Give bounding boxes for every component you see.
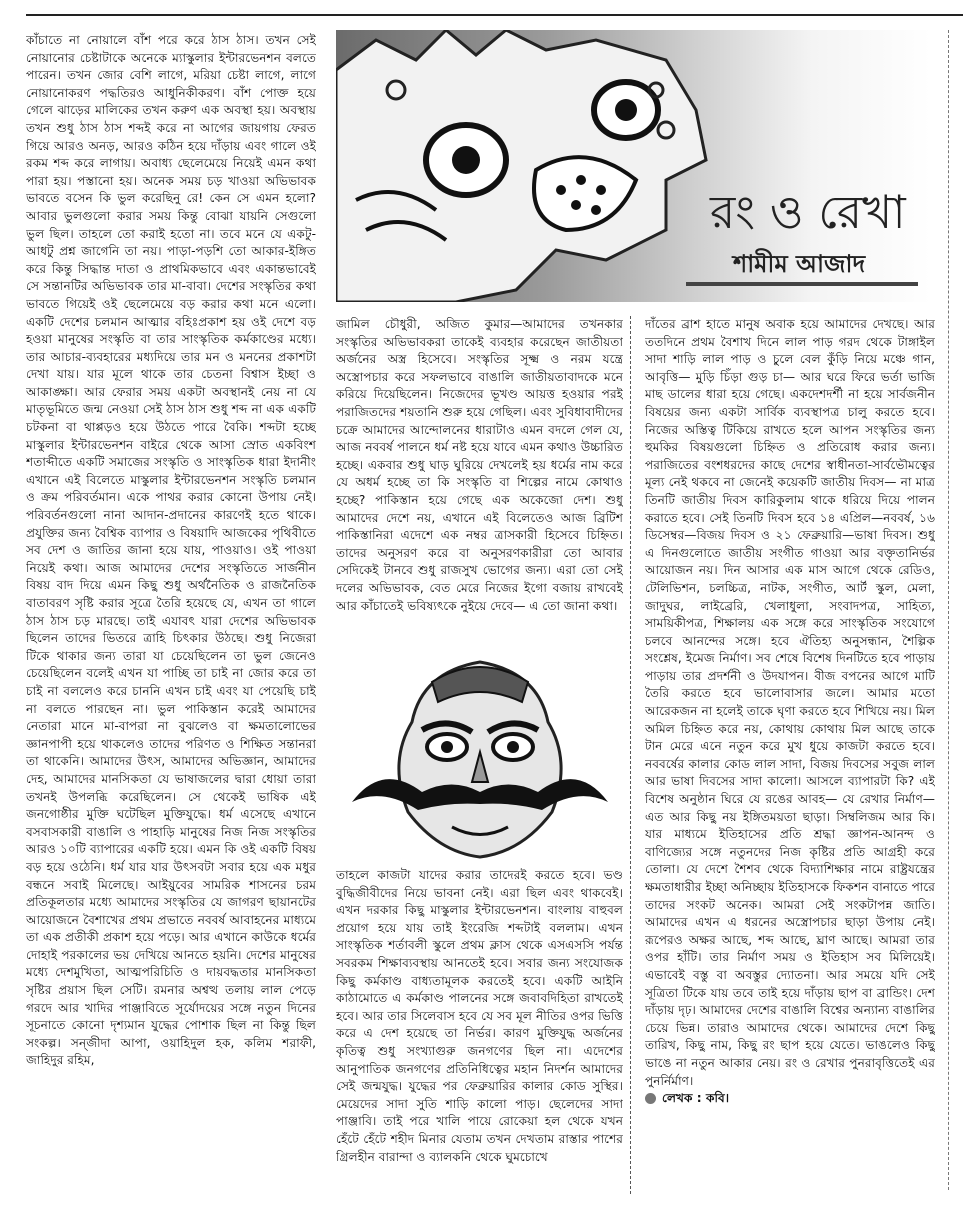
- article-column-2: [336, 316, 623, 647]
- article-column-3: [645, 316, 935, 1194]
- bullet-icon: [645, 1093, 656, 1104]
- column-1-text: কাঁচাতে না নোয়ালে বাঁশ পরে করে ঠাস ঠাস। তখন সেই নোয়ানোর চেষ্টাটাকে অনেকে ম্যাস্কুলার ইন্টারভেনশন বলতে পারেন। তখন জোর বেশি লাগে, মরিয়া চেষ্টা লাগে, লাগে নোয়ানোকরণ পদ্ধতিরও আধুনিকীকরণ। বাঁশ পোক্ত হয়ে গেলে ঝাড়ের মালিকের তখন করুণ এক অবস্থা হয়। অবস্থায় তখন শুধু ঠাস ঠাস শব্দই করে না আগের জায়গায় ফেরত গিয়ে আরও অনড়, আরও কঠিন হয়ে দাঁড়ায় এবং গালে ওই রকম শব্দ করে লাগায়। অবাধ্য ছেলেমেয়ে নিয়েই এমন কথা পারা হয়। পস্তানো হয়। অনেক সময় চড় খাওয়া অভিভাবক ভাবতে বসেন কি ভুল করেছিনু রে! কেন সে এমন হলো? আবার ভুলগুলো করার সময় কিন্তু বোঝা যায়নি সেগুলো ভুল ছিল। তাহলে তো করাই হতো না। তবে মনে যে একটু-আধটু প্রশ্ন জাগেনি তা নয়। পাড়া-পড়শি তো আকার-ইঙ্গিত করে কিন্তু সিদ্ধান্ত দাতা ও প্রাথমিকভাবে এবং একান্তভাবেই সে সন্তানটির অভিভাবক তার মা-বাবা। দেশের সংস্কৃতির কথা ভাবতে গিয়েই ওই ছেলেমেয়ে বড় করার কথা মনে এলো। একটি দেশের চলমান আত্মার বহিঃপ্রকাশ হয় ওই দেশে বড় হওয়া মানুষের সংস্কৃতি বা তার সাংস্কৃতিক কর্মকাণ্ডের মধ্যে। তার আচার-ব্যবহারের মধ্যদিয়ে তার মন ও মননের প্রকাশটা দেখা যায়। যার মূলে থাকে তার চেতনা বিশ্বাস ইচ্ছা ও আকাঙ্ক্ষা। আর ফেরার সময় একটা অবস্থানই নেয় না যে মাতৃভূমিতে জন্ম নেওয়া সেই ঠাস ঠাস শুধু শব্দ না এক একটি চটকনা বা থাপ্পড়ও হয়ে উঠতে পারে বৈকি। শব্দটা হচ্ছে মাস্কুলার ইন্টারভেনশন বাইরে থেকে আসা স্রোত একবিংশ শতাব্দীতে একটি সমাজের সংস্কৃতি ও সাংস্কৃতিক ধারা ইদানীং এখানে এই বিলেতে মাস্কুলার ইন্টারভেনশন সংস্কৃতি চলমান ও ক্রম পরিবর্তমান। একে পাথর করার কোনো উপায় নেই। পরিবর্তনগুলো নানা আদান-প্রদানের কারণেই হতে থাকে। প্রযুক্তির জন্য বৈশ্বিক ব্যাপার ও বিষয়াদি আজকের পৃথিবীতে সব দেশ ও জাতির জানা হয়ে যায়, পাওয়াও। ওই পাওয়া নিয়েই কথা। আজ আমাদের দেশের সংস্কৃতিতে সার্জনীন বিষয় বাদ দিয়ে এমন কিছু শুধু অর্থনৈতিক ও রাজনৈতিক বাতাবরণ সৃষ্টি করার সূত্রে তৈরি হয়েছে যে, এখন তা গালে ঠাস ঠাস চড় মারছে। তাই এযাবৎ যারা দেশের অভিভাবক ছিলেন তাদের ভিতরে ত্রাহি চিৎকার উঠছে। শুধু নিজেরা টিকে থাকার জন্য তারা যা চেয়েছিলেন তা ভুল জেনেও চেয়েছিলেন বলেই এখন যা পাচ্ছি তা চাই না জোর করে তা চাই না বললেও করে চাননি এখন চাই এবং যা পেয়েছি চাই না বলতে পারছেন না। ভুল পাকিস্তান করেই আমাদের নেতারা মানে মা-বাপরা না বুঝলেও বা ক্ষমতালোভের জ্ঞানপাপী হয়ে থাকলেও তাদের পরিণত ও শিক্ষিত সন্তানরা তা থাকেনি। আমাদের উৎস, আমাদের অভিজ্ঞান, আমাদের দেহ, আমাদের মানসিকতা যে ভাষাজলের দ্বারা ধোয়া তারা তখনই উপলব্ধি করেছিলেন। সে থেকেই ভাষিক এই জনগোষ্ঠীর মুক্তি ঘটেছিল মুক্তিযুদ্ধে। ধর্ম এসেছে এখানে বসবাসকারী বাঙালি ও পাহাড়ি মানুষের নিজ নিজ সংস্কৃতির আরও ১০টি ব্যাপারের একটি হয়ে। এমন কি ওই একটি বিষয় বড় হয়ে ওঠেনি। ধর্ম যার যার উৎসবটা সবার হয়ে এক মধুর বন্ধনে সবাই মিলেছে। আইয়ুবের সামরিক শাসনের চরম প্রতিকূলতার মধ্যে আমাদের সংস্কৃতির যে জাগরণ ছায়ানটের আয়োজনে বৈশাখের প্রথম প্রভাতে নববর্ষ আবাহনের মাধ্যমে তা এক প্রতীকী প্রকাশ হয়ে পড়ে। আর এখানে কাউকে ধর্মের দোহাই পরকালের ভয় দেখিয়ে আনতে হয়নি। দেশের মানুষের মধ্যে দেশমুখিতা, আত্মপরিচিতি ও দায়বদ্ধতার মানসিকতা সৃষ্টির প্রয়াস ছিল সেটি। রমনার অশ্বত্থ তলায় লাল পেড়ে গরদে আর খাদির পাঞ্জাবিতে সূর্যোদয়ের সঙ্গে নতুন দিনের সূচনাতে কোনো দৃশ্যমান যুদ্ধের পোশাক ছিল না কিন্তু ছিল সংকল্প। সন্‌জীদা আপা, ওয়াহিদুল হক, কলিম শরাফী, জাহিদুর রহিম,: [26, 33, 316, 1068]
- article-author: শামীম আজাদ: [733, 249, 866, 278]
- article-title: রং ও রেখা: [710, 185, 906, 239]
- author-credit: [645, 1090, 935, 1108]
- author-underline: [686, 282, 918, 286]
- author-credit-value: কবি।: [705, 1091, 730, 1106]
- column-3-text: দাঁতের ব্রাশ হাতে মানুষ অবাক হয়ে আমাদের দেখছে। আর ততদিনে প্রথম বৈশাখ দিনে লাল পাড় গরদ থেকে টাঙ্গাইল সাদা শাড়ি লাল পাড় ও চুলে বেল কুঁড়ি নিয়ে মঞ্চে গান, আবৃত্তি— মুড়ি চিঁড়া গুড় চা— আর ঘরে ফিরে ভর্তা ভাজি মাছ ডালের ধারা হয়ে গেছে। একদেশদর্শী না হয়ে সার্বজনীন বিষয়ের জন্য একটা সার্বিক ব্যবস্থাপত্র চালু করতে হবে। নিজের অস্তিত্ব টিকিয়ে রাখতে হলে আপন সংস্কৃতির জন্য হুমকির বিষয়গুলো চিহ্নিত ও প্রতিরোধ করার জন্য। পরাজিতের বংশধরদের কাছে দেশের স্বাধীনতা-সার্বভৌমত্বের মূল্য নেই থকবে না জেনেই কয়েকটি জাতীয় দিবস— না মাত্র তিনটি জাতীয় দিবস কারিকুলাম থাকে ধরিয়ে দিয়ে পালন করাতে হবে। সেই তিনটি দিবস হবে ১৪ এপ্রিল—নববর্ষ, ১৬ ডিসেম্বর—বিজয় দিবস ও ২১ ফেব্রুয়ারি—ভাষা দিবস। শুধু এ দিনগুলোতে জাতীয় সংগীত গাওয়া আর বক্তৃতানির্ভর আয়োজন নয়। দিন আসার এক মাস আগে থেকে রেডিও, টেলিভিশন, চলচ্চিত্র, নাটক, সংগীত, আর্ট স্কুল, মেলা, জাদুঘর, লাইব্রেরি, খেলাধুলা, সংবাদপত্র, সাহিত্য, সাময়িকীপত্র, শিক্ষালয় এক সঙ্গে করে সাংস্কৃতিক সংযোগে চলবে আনন্দের সঙ্গে। হবে ঐতিহ্য অনুসন্ধান, শৈল্পিক সংশ্লেষ, ইমেজ নির্মাণ। সব শেষে বিশেষ দিনটিতে হবে পাড়ায় পাড়ায় তার প্রদর্শনী ও উদযাপন। বীজ বপনের আগে মাটি তৈরি করতে হবে ভালোবাসার জলে। আমার মতো আরেকজন না হলেই তাকে ঘৃণা করতে হবে শিখিয়ে নয়। মিল অমিল চিহ্নিত করে নয়, কোথায় কোথায় মিল আছে তাকে টান মেরে এনে নতুন করে মুখ ধুয়ে কাজটা করতে হবে। নববর্ষের কালার কোড লাল সাদা, বিজয় দিবসের সবুজ লাল আর ভাষা দিবসের সাদা কালো। আসলে ব্যাপারটা কি? এই বিশেষ অনুষ্ঠান ঘিরে যে রঙের আবহ— যে রেখার নির্মাণ—এত আর কিছু নয় ইঙ্গিতময়তা ছাড়া। সিম্বলিজম আর কি। যার মাধ্যমে ইতিহাসের প্রতি শ্রদ্ধা জ্ঞাপন-আনন্দ ও বাণিজ্যের সঙ্গে নতুনদের নিজ কৃষ্টির প্রতি আগ্রহী করে তোলা। যে দেশে শৈশব থেকে বিদ্যাশিক্ষার নামে রাষ্ট্রযন্ত্রের ক্ষমতাধারীর ইচ্ছা অনিচ্ছায় ইতিহাসকে ফিকশন বানাতে পারে তাদের সংকট অনেক। আমরা সেই সংকটাপন্ন জাতি। আমাদের এখন এ ধরনের অস্ত্রোপচার ছাড়া উপায় নেই। রূপেরও অক্ষর আছে, শব্দ আছে, ঘ্রাণ আছে। আমরা তার ওপর হাঁটি। তার নির্মাণ সময় ও ইতিহাস সব মিলিয়েই। এভাবেই বস্তু বা অবস্তুর দ্যোতনা। আর সময়ে যদি সেই সূত্রিতা টিকে যায় তবে তাই হয়ে দাঁড়ায় ছাপ বা ব্রান্ডিং। দেশ দাঁড়ায় দৃঢ়। আমাদের দেশের বাঙালি বিশ্বের অন্যান্য বাঙালির চেয়ে ভিন্ন। তারাও আমাদের থেকে। আমাদের দেশে কিছু তারিখ, কিছু নাম, কিছু রং ছাপ হয়ে যেতে। ভাঙলেও কিছু ভাঙে না নতুন আকার নেয়। রং ও রেখার পুনরাবৃত্তিতেই এর পুনর্নির্মাণ।: [645, 317, 935, 1088]
- mustache-mask-icon: [342, 652, 618, 860]
- article-column-1: [26, 32, 316, 1194]
- page-edge-divider: [948, 30, 949, 1190]
- article-column-2-continued: [336, 867, 623, 1193]
- column-divider: [630, 316, 631, 1194]
- top-rule: [26, 14, 963, 16]
- column-2-text: জামিল চৌধুরী, অজিত কুমার—আমাদের তখনকার সংস্কৃতির অভিভাবকরা তাকেই ব্যবহার করেছেন জাতীয়তা অর্জনের অস্ত্র হিসেবে। সংস্কৃতির সূক্ষ্ম ও নরম যন্ত্রে অস্ত্রোপচার করে সফলভাবে বাঙালি জাতীয়তাবাদকে মনে করিয়ে দিয়েছিলেন। নিজেদের ভূখণ্ড আয়ত্ত হওয়ার পরই পরাজিতদের শয়তানি শুরু হয়ে গেছিল। এবং সুবিধাবাদীদের চক্রে আমাদের আন্দোলনের ধারাটাও এমন বদলে গেল যে, আজ নববর্ষ পালনে ধর্ম নষ্ট হয়ে যাবে এমন কথাও উচ্চারিত হচ্ছে। একবার শুধু ঘাড় ঘুরিয়ে দেখলেই হয় ধর্মের নাম করে যে অধর্ম হচ্ছে তা কি সংস্কৃতি বা শিল্পের নামে কোথাও হচ্ছে? পাকিস্তান হয়ে গেছে এক অকেজো দেশ। শুধু আমাদের দেশে নয়, এখানে এই বিলেতেও আজ ব্রিটিশ পাকিস্তানিরা এদেশে এক নম্বর ত্রাসকারী হিসেবে চিহ্নিত। তাদের অনুসরণ করে বা অনুসরণকারীরা তো আবার সেদিকেই টানবে শুধু রাজসুখ ভোগের জন্য। এরা তো সেই দলের অভিভাবক, বেত মেরে নিজের ইগো বজায় রাখবেই আর কাঁচাতেই ভবিষ্যৎকে নুইয়ে দেবে— এ তো জানা কথা।: [336, 317, 623, 613]
- column-2b-text: তাহলে কাজটা যাদের করার তাদেরই করতে হবে। ভণ্ড বুদ্ধিজীবীদের নিয়ে ভাবনা নেই। এরা ছিল এবং থাকবেই। এখন দরকার কিছু মাস্কুলার ইন্টারভেনশন। বাংলায় বাহুবল প্রয়োগ হয়ে যায় তাই ইংরেজি শব্দটাই বললাম। এখন সাংস্কৃতিক শর্তাবলী স্কুলে প্রথম ক্লাস থেকে এসএসসি পর্যন্ত সবরকম শিক্ষাব্যবস্থায় আনতেই হবে। সবার জন্য সংযোজক কিছু কর্মকাণ্ড বাধ্যতামূলক করতেই হবে। একটি আইনি কাঠামোতে এ কর্মকাণ্ড পালনের সঙ্গে জবাবদিহিতা রাখতেই হবে। আর তার সিলেবাস হবে যে সব মূল নীতির ওপর ভিত্তি করে এ দেশ হয়েছে তা নির্ভর। কারণ মুক্তিযুদ্ধ অর্জনের কৃতিত্ব শুধু সংখ্যাগুরু জনগণের ছিল না। এদেশের আনুপাতিক জনগণের প্রতিনিধিত্বের মহান নিদর্শন আমাদের সেই জন্মযুদ্ধ। যুদ্ধের পর ফেব্রুয়ারির কালার কোড সুস্থির। মেয়েদের সাদা সুতি শাড়ি কালো পাড়। ছেলেদের সাদা পাঞ্জাবি। তাই পরে খালি পায়ে রোকেয়া হল থেকে যখন হেঁটে হেঁটে শহীদ মিনার যেতাম তখন দেখতাম রাস্তার পাশের গ্রিলহীন বারান্দা ও ব্যালকনি থেকে ঘুমচোখে: [336, 868, 623, 1164]
- author-credit-label: লেখক :: [662, 1091, 702, 1106]
